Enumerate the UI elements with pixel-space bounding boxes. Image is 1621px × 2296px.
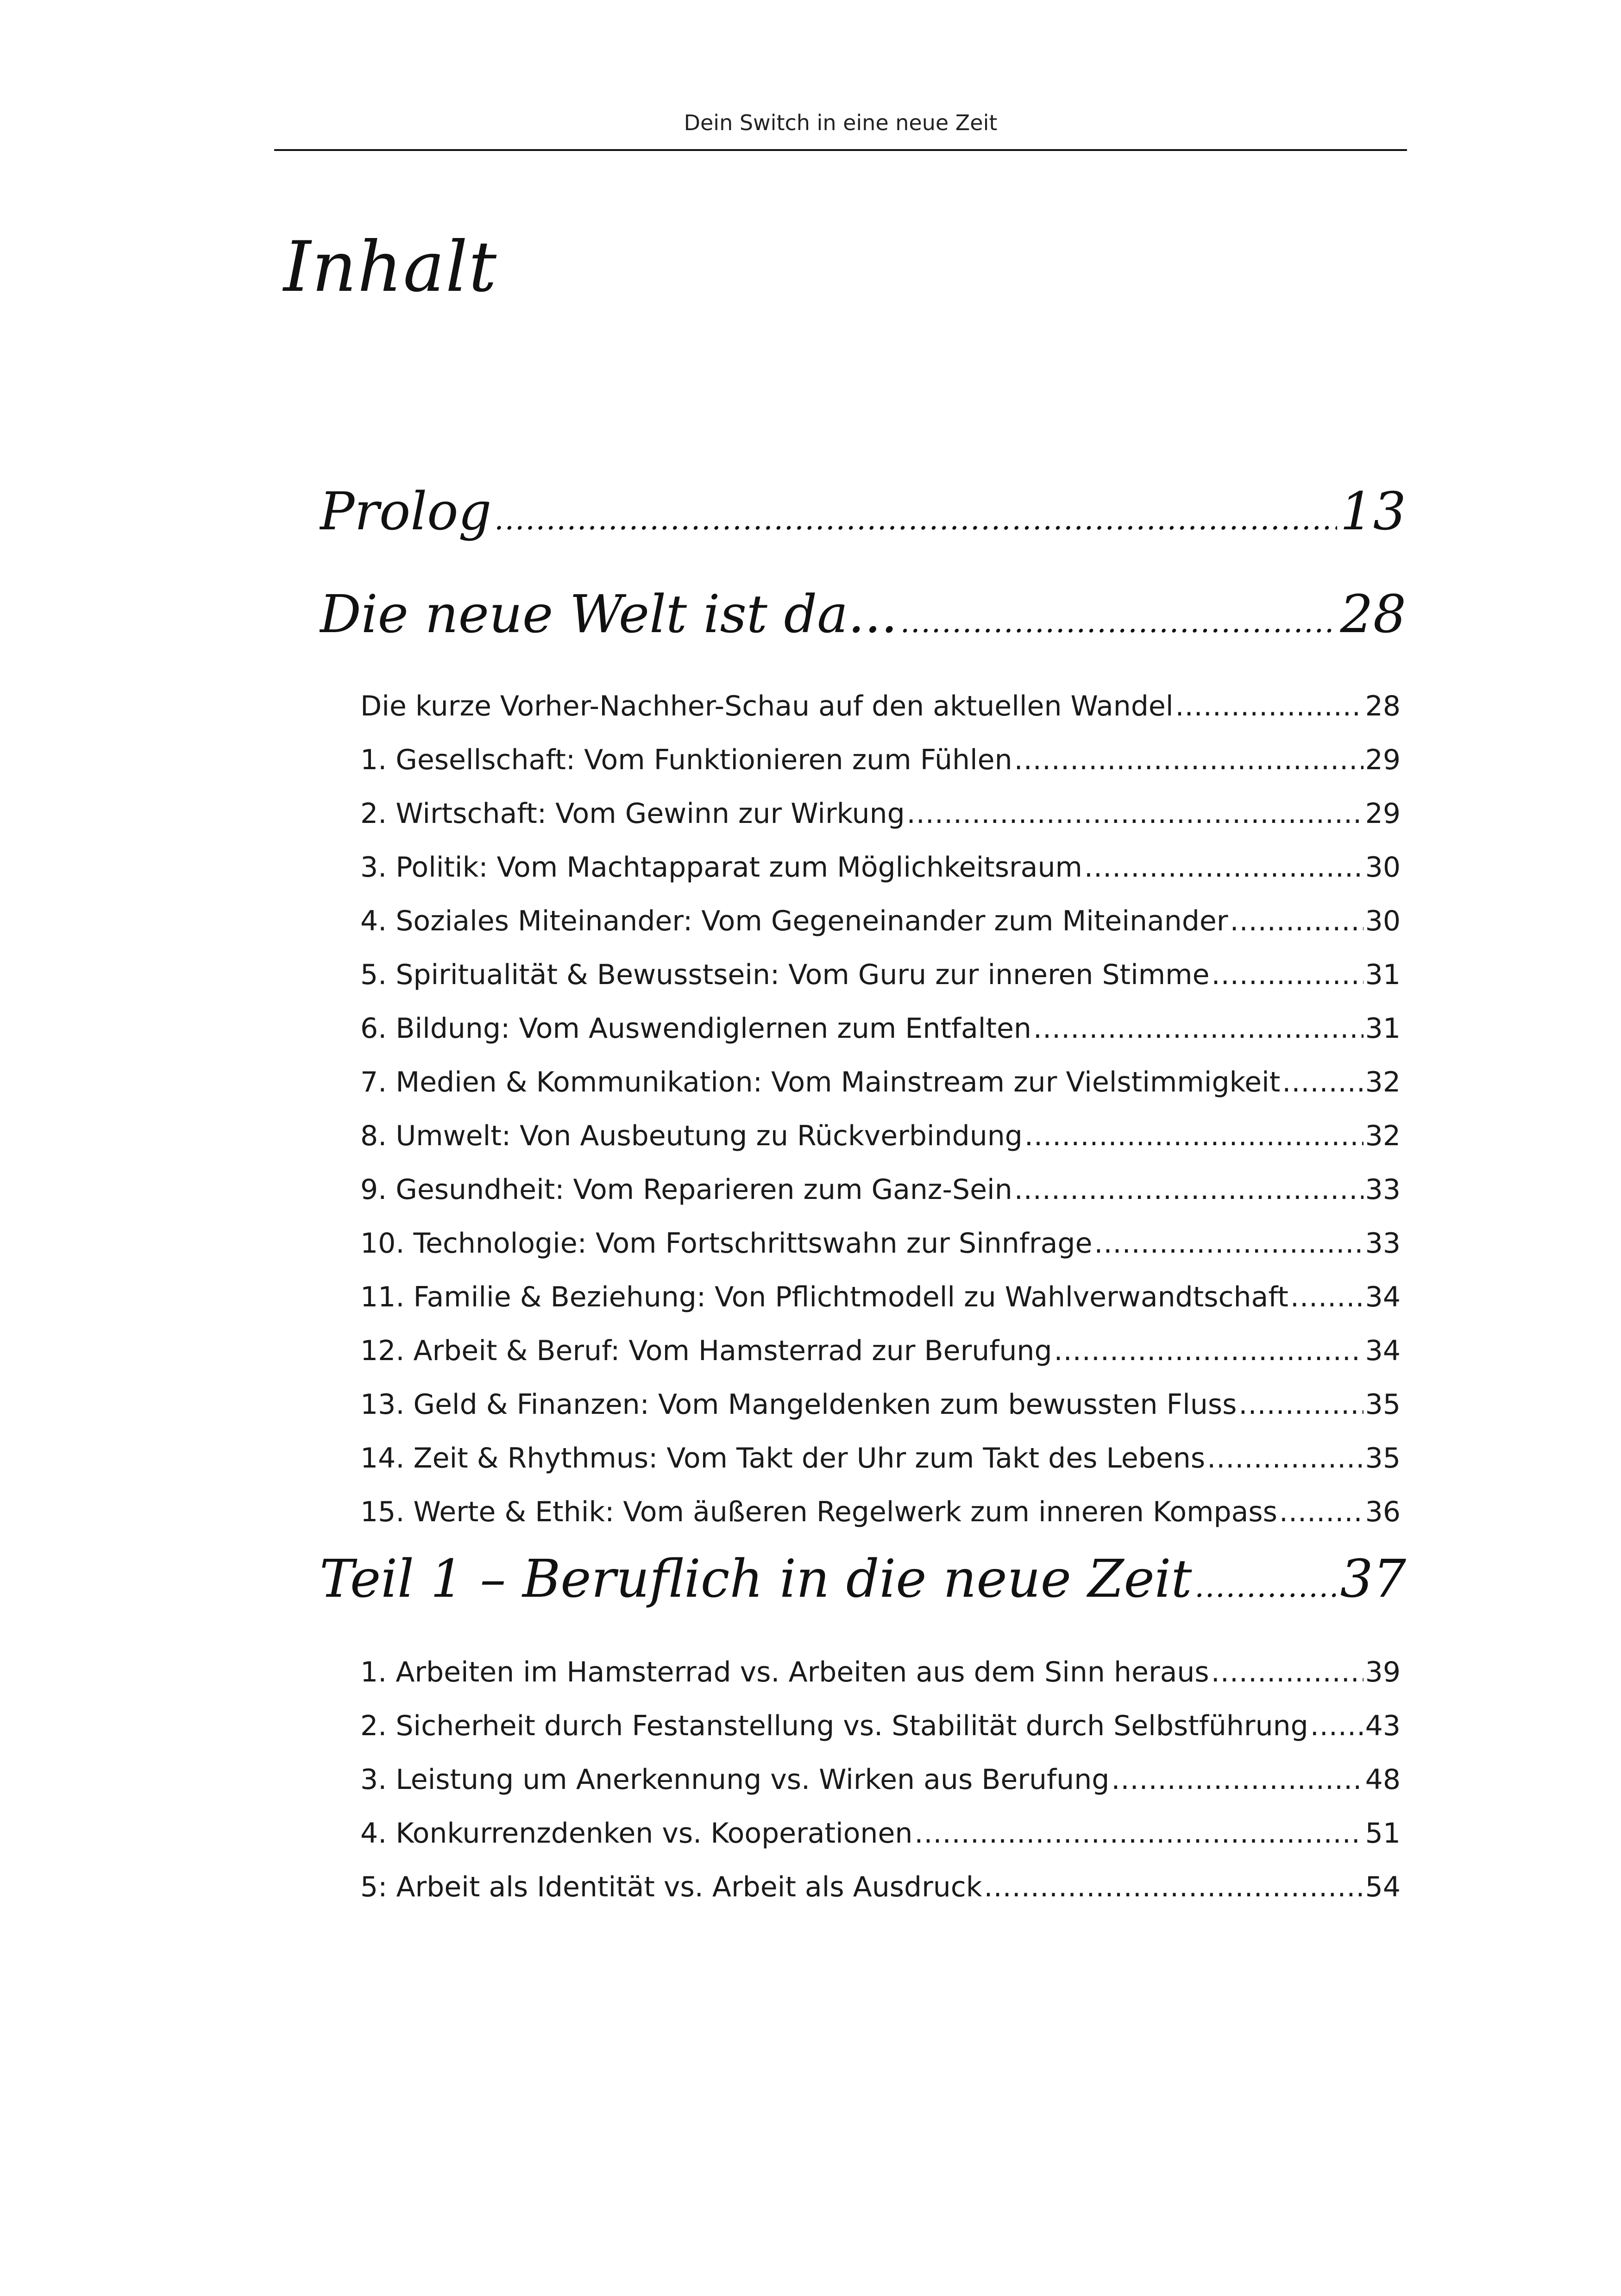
toc-entry[interactable]: [360, 1173, 1401, 1211]
entry-page-number: 33: [1365, 1173, 1401, 1206]
entry-label: 11. Familie & Beziehung: Von Pflichtmodell zu Wahlverwandtschaft: [360, 1281, 1288, 1313]
entry-label: 9. Gesundheit: Vom Reparieren zum Ganz-Sein: [360, 1173, 1012, 1206]
entry-label: 8. Umwelt: Von Ausbeutung zu Rückverbindung: [360, 1120, 1023, 1152]
toc-entry[interactable]: [360, 797, 1401, 834]
toc-entry[interactable]: [360, 1763, 1401, 1800]
entry-label: 2. Sicherheit durch Festanstellung vs. Stabilität durch Selbstführung: [360, 1710, 1308, 1742]
entry-page-number: 30: [1365, 905, 1401, 937]
toc-entry[interactable]: [360, 1710, 1401, 1747]
dot-leader: [1094, 1227, 1363, 1260]
dot-leader: [1111, 1763, 1363, 1796]
chapter-title: Die neue Welt ist da...: [320, 584, 898, 645]
toc-entry[interactable]: [360, 744, 1401, 781]
entry-page-number: 43: [1365, 1710, 1401, 1742]
entry-page-number: 32: [1365, 1120, 1401, 1152]
entry-label: 13. Geld & Finanzen: Vom Mangeldenken zum bewussten Fluss: [360, 1388, 1237, 1421]
dot-leader: [914, 1817, 1363, 1850]
dot-leader: [900, 605, 1338, 640]
entry-page-number: 39: [1365, 1656, 1401, 1688]
entry-page-number: 35: [1365, 1442, 1401, 1474]
toc-entry[interactable]: [360, 1442, 1401, 1479]
toc-entry[interactable]: [360, 851, 1401, 888]
entry-label: 1. Gesellschaft: Vom Funktionieren zum Fühlen: [360, 744, 1012, 776]
entry-page-number: 34: [1365, 1281, 1401, 1313]
toc-entry[interactable]: [360, 1496, 1401, 1533]
entry-label: 5: Arbeit als Identität vs. Arbeit als Ausdruck: [360, 1871, 982, 1903]
entry-page-number: 51: [1365, 1817, 1401, 1850]
entry-page-number: 32: [1365, 1066, 1401, 1098]
dot-leader: [1175, 690, 1363, 722]
entry-page-number: 33: [1365, 1227, 1401, 1260]
dot-leader: [1024, 1120, 1363, 1152]
dot-leader: [907, 797, 1363, 830]
entry-page-number: 54: [1365, 1871, 1401, 1903]
chapter-page-number: 28: [1340, 584, 1406, 645]
dot-leader: [1054, 1335, 1363, 1367]
toc-entry[interactable]: [360, 1817, 1401, 1854]
toc-entry[interactable]: [360, 1871, 1401, 1908]
dot-leader: [1212, 959, 1363, 991]
entry-label: 14. Zeit & Rhythmus: Vom Takt der Uhr zum Takt des Lebens: [360, 1442, 1206, 1474]
dot-leader: [1211, 1656, 1363, 1688]
chapter-title: Prolog: [320, 482, 492, 542]
entry-label: 2. Wirtschaft: Vom Gewinn zur Wirkung: [360, 797, 905, 830]
toc-title: Inhalt: [283, 227, 498, 307]
entry-label: 1. Arbeiten im Hamsterrad vs. Arbeiten aus dem Sinn heraus: [360, 1656, 1209, 1688]
toc-entry[interactable]: [360, 1012, 1401, 1049]
toc-entry[interactable]: [360, 1281, 1401, 1318]
toc-chapter-teil-1[interactable]: [320, 1549, 1406, 1628]
dot-leader: [1033, 1012, 1363, 1045]
toc-entry[interactable]: [360, 905, 1401, 942]
dot-leader: [1207, 1442, 1363, 1474]
dot-leader: [1014, 744, 1363, 776]
entry-page-number: 35: [1365, 1388, 1401, 1421]
entry-label: 5. Spiritualität & Bewusstsein: Vom Guru zur inneren Stimme: [360, 959, 1210, 991]
toc-chapter-die-neue-welt[interactable]: [320, 584, 1406, 663]
toc-entry[interactable]: [360, 1227, 1401, 1264]
entry-label: 12. Arbeit & Beruf: Vom Hamsterrad zur Berufung: [360, 1335, 1052, 1367]
toc-entry[interactable]: [360, 1388, 1401, 1425]
entry-page-number: 28: [1365, 690, 1401, 722]
dot-leader: [1195, 1570, 1338, 1604]
entry-page-number: 30: [1365, 851, 1401, 884]
toc-entry[interactable]: [360, 1066, 1401, 1103]
entry-page-number: 29: [1365, 797, 1401, 830]
dot-leader: [1230, 905, 1363, 937]
entry-page-number: 36: [1365, 1496, 1401, 1528]
entry-label: 10. Technologie: Vom Fortschrittswahn zur Sinnfrage: [360, 1227, 1093, 1260]
running-header: Dein Switch in eine neue Zeit: [684, 110, 998, 135]
dot-leader: [1310, 1710, 1363, 1742]
dot-leader: [984, 1871, 1363, 1903]
entry-label: 15. Werte & Ethik: Vom äußeren Regelwerk zum inneren Kompass: [360, 1496, 1277, 1528]
entry-label: 3. Politik: Vom Machtapparat zum Möglichkeitsraum: [360, 851, 1082, 884]
toc-entry[interactable]: [360, 959, 1401, 996]
entry-label: 7. Medien & Kommunikation: Vom Mainstream zur Vielstimmigkeit: [360, 1066, 1281, 1098]
entry-label: 4. Konkurrenzdenken vs. Kooperationen: [360, 1817, 913, 1850]
entry-label: 6. Bildung: Vom Auswendiglernen zum Entfalten: [360, 1012, 1031, 1045]
toc-entry[interactable]: [360, 690, 1401, 727]
entry-page-number: 31: [1365, 959, 1401, 991]
dot-leader: [1084, 851, 1363, 884]
toc-entry[interactable]: [360, 1120, 1401, 1157]
chapter-page-number: 37: [1340, 1549, 1406, 1609]
toc-chapter-prolog[interactable]: [320, 482, 1406, 560]
dot-leader: [1238, 1388, 1363, 1421]
toc-entry[interactable]: [360, 1656, 1401, 1693]
dot-leader: [494, 502, 1337, 537]
entry-page-number: 31: [1365, 1012, 1401, 1045]
dot-leader: [1282, 1066, 1363, 1098]
entry-label: 4. Soziales Miteinander: Vom Gegeneinander zum Miteinander: [360, 905, 1228, 937]
entry-label: 3. Leistung um Anerkennung vs. Wirken aus Berufung: [360, 1763, 1110, 1796]
dot-leader: [1014, 1173, 1363, 1206]
toc-entry[interactable]: [360, 1335, 1401, 1372]
entry-page-number: 29: [1365, 744, 1401, 776]
chapter-page-number: 13: [1340, 482, 1406, 542]
dot-leader: [1290, 1281, 1363, 1313]
entry-page-number: 34: [1365, 1335, 1401, 1367]
entry-page-number: 48: [1365, 1763, 1401, 1796]
header-rule: [274, 149, 1407, 151]
entry-label: Die kurze Vorher-Nachher-Schau auf den aktuellen Wandel: [360, 690, 1174, 722]
dot-leader: [1279, 1496, 1363, 1528]
chapter-title: Teil 1 – Beruflich in die neue Zeit: [320, 1549, 1192, 1609]
